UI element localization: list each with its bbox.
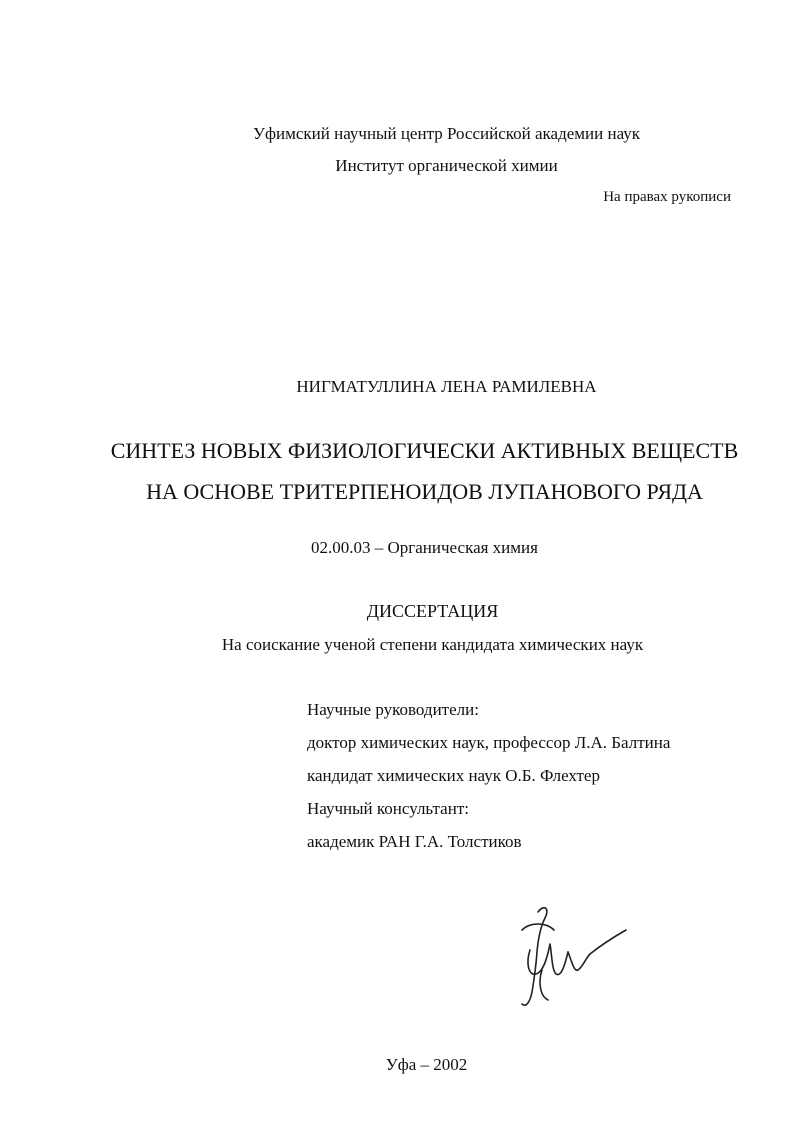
- author-name: НИГМАТУЛЛИНА ЛЕНА РАМИЛЕВНА: [296, 377, 597, 396]
- handwritten-signature: [508, 900, 638, 1015]
- thesis-title-line-1: СИНТЕЗ НОВЫХ ФИЗИОЛОГИЧЕСКИ АКТИВНЫХ ВЕЩЕСТВ: [110, 438, 739, 463]
- organization-name: Уфимский научный центр Российской академии наук: [252, 124, 641, 143]
- specialty-code: 02.00.03 – Органическая химия: [311, 538, 538, 557]
- supervisors-block: [307, 700, 670, 865]
- degree-statement: На соискание ученой степени кандидата химических наук: [221, 635, 644, 654]
- manuscript-note: На правах рукописи: [603, 189, 731, 205]
- supervisors-heading: Научные руководители:: [307, 700, 479, 719]
- city-year: Уфа – 2002: [385, 1055, 468, 1074]
- supervisor-1: доктор химических наук, профессор Л.А. Балтина: [307, 733, 671, 752]
- consultant-name: академик РАН Г.А. Толстиков: [307, 832, 522, 851]
- thesis-title-line-2: НА ОСНОВЕ ТРИТЕРПЕНОИДОВ ЛУПАНОВОГО РЯДА: [146, 479, 703, 504]
- document-type: ДИССЕРТАЦИЯ: [366, 601, 499, 621]
- consultant-heading: Научный консультант:: [307, 799, 469, 818]
- supervisor-2: кандидат химических наук О.Б. Флехтер: [307, 766, 600, 785]
- institute-name: Институт органической химии: [335, 156, 558, 175]
